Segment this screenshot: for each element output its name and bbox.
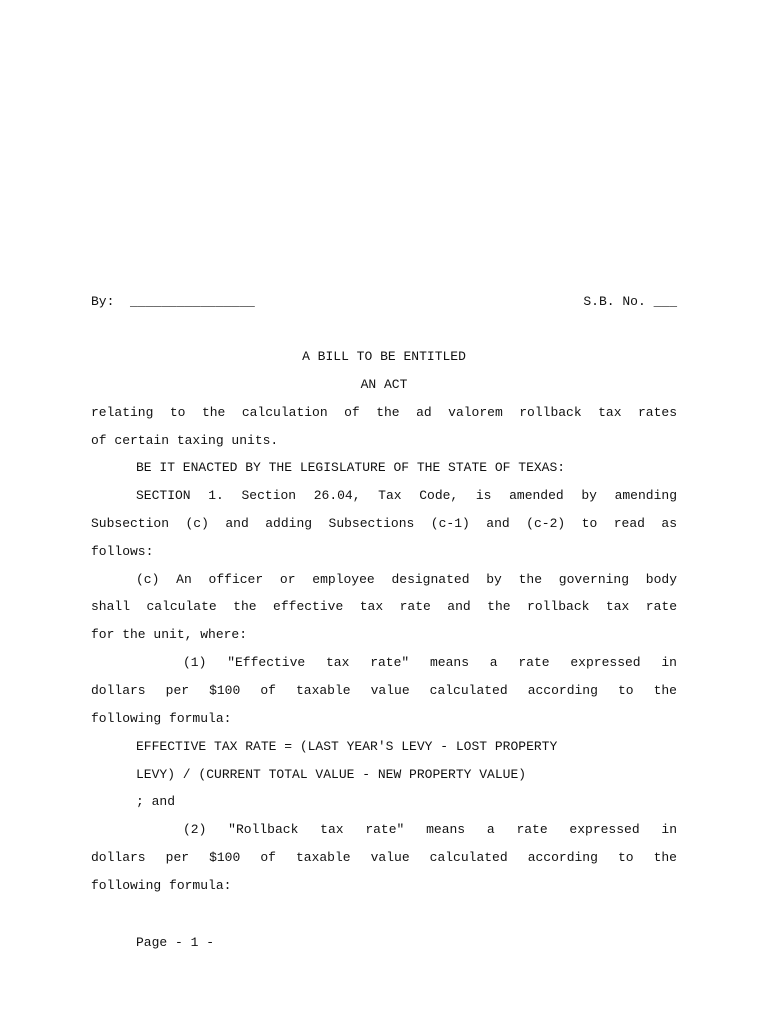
section-1-line-3: follows:: [91, 544, 154, 559]
item-1-line-2: dollars per $100 of taxable value calculated according to the: [91, 683, 677, 698]
section-1-line-1: SECTION 1. Section 26.04, Tax Code, is amended by amending: [136, 488, 677, 503]
subsection-c-line-2: shall calculate the effective tax rate and the rollback tax rate: [91, 599, 677, 614]
enacting-clause: BE IT ENACTED BY THE LEGISLATURE OF THE STATE OF TEXAS:: [136, 460, 566, 475]
subsection-c-line-1: (c) An officer or employee designated by the governing body: [136, 572, 677, 587]
caption-line-2: of certain taxing units.: [91, 433, 279, 448]
item-2-line-3: following formula:: [91, 878, 232, 893]
item-1-line-1: (1) "Effective tax rate" means a rate expressed in: [183, 655, 677, 670]
by-signature-line: By: ________________: [91, 294, 255, 309]
subsection-c-line-3: for the unit, where:: [91, 627, 248, 642]
section-1-line-2: Subsection (c) and adding Subsections (c-1) and (c-2) to read as: [91, 516, 677, 531]
page-number: Page - 1 -: [136, 935, 215, 950]
item-1-line-3: following formula:: [91, 711, 232, 726]
item-2-line-2: dollars per $100 of taxable value calculated according to the: [91, 850, 677, 865]
bill-number: S.B. No. ___: [583, 294, 677, 309]
act-heading: AN ACT: [360, 377, 408, 392]
item-2-line-1: (2) "Rollback tax rate" means a rate expressed in: [183, 822, 677, 837]
formula-1-line-2: LEVY) / (CURRENT TOTAL VALUE - NEW PROPERTY VALUE): [136, 767, 527, 782]
caption-line-1: relating to the calculation of the ad valorem rollback tax rates: [91, 405, 677, 420]
formula-1-line-1: EFFECTIVE TAX RATE = (LAST YEAR'S LEVY - LOST PROPERTY: [136, 739, 558, 754]
formula-1-line-3: ; and: [136, 794, 176, 809]
bill-title: A BILL TO BE ENTITLED: [302, 349, 466, 364]
